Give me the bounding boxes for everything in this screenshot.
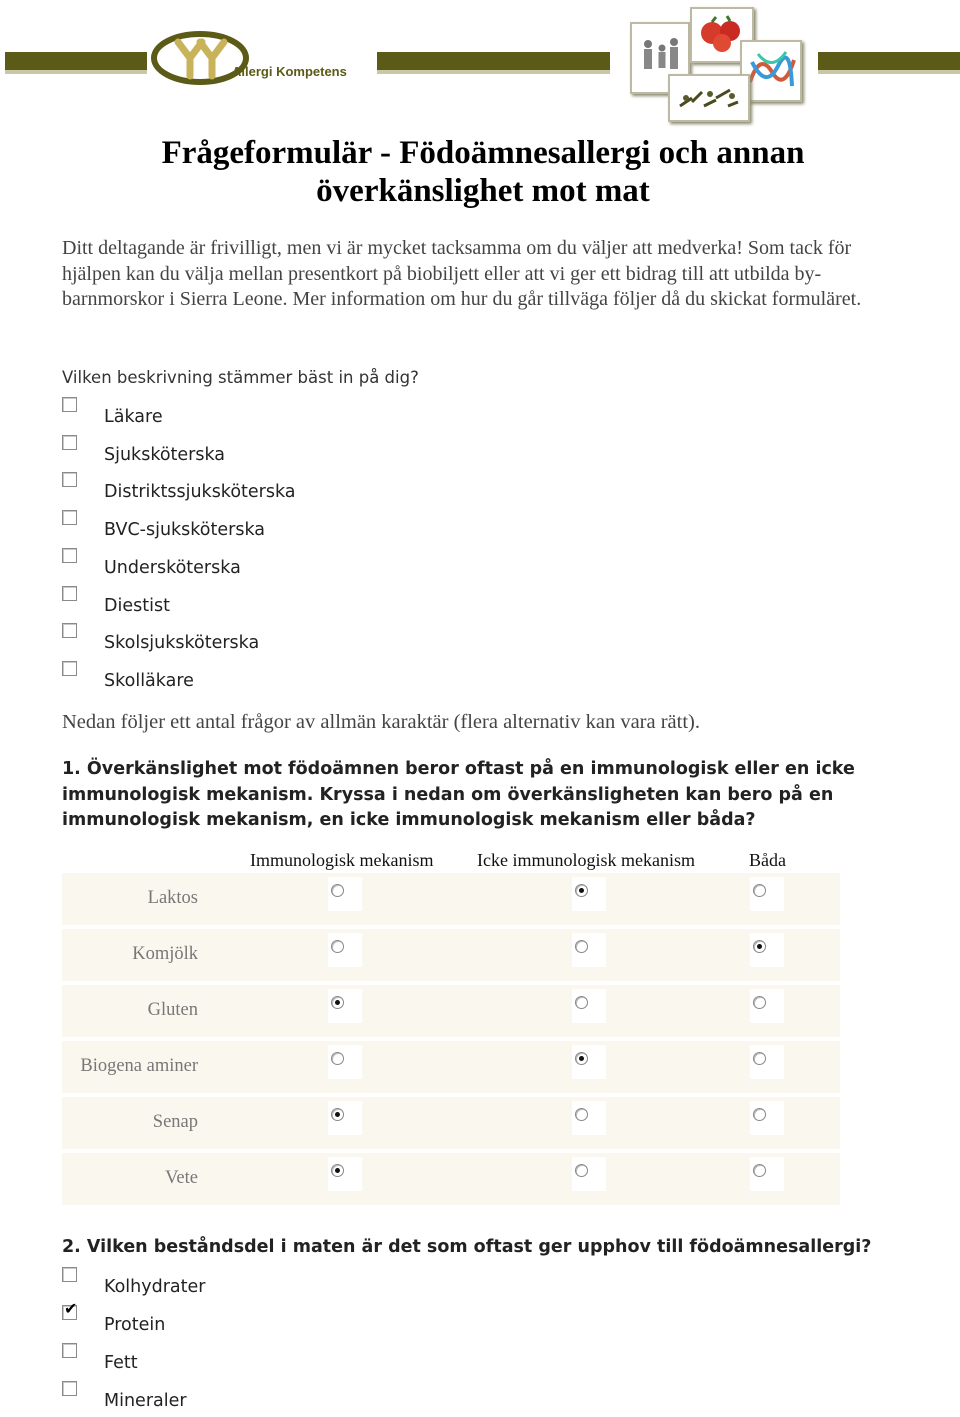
grain-photo (668, 74, 750, 122)
radio-cell (328, 1045, 362, 1079)
column-header-icke-immunologisk: Icke immunologisk mekanism (477, 850, 695, 870)
radio-cell (750, 1101, 784, 1135)
radio-button[interactable] (331, 940, 344, 953)
matrix-row-label: Gluten (147, 1000, 198, 1020)
option-label: Distriktssjuksköterska (104, 482, 296, 502)
matrix-row-label: Vete (165, 1168, 198, 1188)
logo-text: Allergi Kompetens (232, 64, 347, 79)
radio-button-selected[interactable] (331, 1164, 344, 1177)
radio-button-selected[interactable] (753, 940, 766, 953)
checkmark-icon: ✔ (64, 1299, 78, 1318)
option-label: Skolsjuksköterska (104, 633, 260, 653)
checkbox[interactable] (62, 1343, 77, 1358)
checkbox[interactable] (62, 472, 77, 487)
header-bar-right (818, 52, 960, 70)
radio-cell (572, 877, 606, 911)
radio-button[interactable] (753, 996, 766, 1009)
checkbox[interactable] (62, 623, 77, 638)
general-note: Nedan följer ett antal frågor av allmän karaktär (flera alternativ kan vara rätt). (62, 711, 701, 733)
protein-molecule-icon (742, 42, 800, 100)
profession-option-sjukskoterska[interactable] (62, 435, 562, 471)
header-bar-middle (377, 52, 610, 70)
option-label: Sjuksköterska (104, 445, 226, 465)
question-2-text: 2. Vilken beståndsdel i maten är det som oftast ger upphov till födoämnesallergi? (62, 1237, 872, 1257)
radio-cell (328, 1157, 362, 1191)
matrix-row-label: Biogena aminer (80, 1056, 198, 1076)
radio-cell (750, 877, 784, 911)
option-label: Protein (104, 1315, 166, 1335)
checkbox-checked[interactable] (62, 1299, 78, 1320)
radio-button-selected[interactable] (575, 884, 588, 897)
profession-option-diestist[interactable] (62, 586, 562, 622)
option-label: Läkare (104, 407, 163, 427)
radio-button[interactable] (753, 1052, 766, 1065)
checkbox[interactable] (62, 1267, 77, 1282)
option-label: Fett (104, 1353, 138, 1373)
matrix-row (62, 1153, 840, 1209)
radio-cell (328, 877, 362, 911)
page-title (0, 134, 960, 210)
q2-option-mineraler[interactable] (62, 1381, 562, 1417)
checkbox[interactable] (62, 586, 77, 601)
matrix-row (62, 1097, 840, 1153)
profession-option-lakare[interactable] (62, 397, 562, 433)
radio-button[interactable] (331, 884, 344, 897)
radio-cell (328, 989, 362, 1023)
option-label: BVC-sjuksköterska (104, 520, 266, 540)
allergi-kompetens-logo (150, 28, 378, 94)
matrix-row (62, 1041, 840, 1097)
matrix-row (62, 873, 840, 929)
checkbox[interactable] (62, 510, 77, 525)
logo-emblem-icon (150, 28, 378, 94)
profession-option-distriktssjukskoterska[interactable] (62, 472, 562, 508)
radio-button[interactable] (753, 1108, 766, 1121)
q2-option-fett[interactable] (62, 1343, 562, 1379)
radio-cell (572, 1157, 606, 1191)
page-title-line-2: överkänslighet mot mat (316, 173, 650, 209)
matrix-row (62, 929, 840, 985)
matrix-row-label: Senap (152, 1112, 198, 1132)
radio-cell (750, 1157, 784, 1191)
radio-button[interactable] (575, 1108, 588, 1121)
radio-cell (328, 933, 362, 967)
intro-text: Ditt deltagande är frivilligt, men vi är mycket tacksamma om du väljer att medverka! Som tack för hjälpen kan du välja mellan presentkort på biobiljett eller att vi ger ett bidrag till att utbilda by-barnmorskor i Sierra Leone. Mer information om hur du går tillväga följer då du skickat formuläret. (62, 237, 862, 310)
option-label: Skolläkare (104, 671, 194, 691)
radio-cell (750, 989, 784, 1023)
radio-cell (572, 1101, 606, 1135)
header-bar-left (5, 52, 147, 70)
radio-button-selected[interactable] (331, 1108, 344, 1121)
profession-option-bvc-sjukskoterska[interactable] (62, 510, 562, 546)
radio-button-selected[interactable] (575, 1052, 588, 1065)
q2-option-kolhydrater[interactable] (62, 1267, 562, 1303)
question-1-text: 1. Överkänslighet mot födoämnen beror oftast på en immunologisk eller en icke immunologisk mekanism. Kryssa i nedan om överkänsligheten kan bero på en immunologisk mekanism, en icke immunologisk mekanism eller båda? (62, 759, 855, 830)
column-header-immunologisk: Immunologisk mekanism (250, 850, 434, 870)
matrix-row (62, 985, 840, 1041)
radio-button[interactable] (575, 996, 588, 1009)
matrix-row-label: Laktos (147, 888, 198, 908)
option-label: Undersköterska (104, 558, 241, 578)
option-label: Mineraler (104, 1391, 187, 1411)
matrix-row-label: Komjölk (132, 944, 198, 964)
checkbox[interactable] (62, 548, 77, 563)
radio-button[interactable] (753, 1164, 766, 1177)
radio-cell (328, 1101, 362, 1135)
grain-icon (670, 76, 748, 120)
profession-option-skollakare[interactable] (62, 661, 562, 697)
radio-button[interactable] (753, 884, 766, 897)
radio-cell (572, 1045, 606, 1079)
checkbox[interactable] (62, 1381, 77, 1396)
radio-cell (750, 933, 784, 967)
q2-option-protein[interactable] (62, 1299, 562, 1341)
radio-button-selected[interactable] (331, 996, 344, 1009)
radio-button[interactable] (331, 1052, 344, 1065)
radio-button[interactable] (575, 940, 588, 953)
option-label: Kolhydrater (104, 1277, 206, 1297)
radio-button[interactable] (575, 1164, 588, 1177)
option-label: Diestist (104, 596, 170, 616)
profession-option-underskoterska[interactable] (62, 548, 562, 584)
radio-cell (572, 989, 606, 1023)
checkbox[interactable] (62, 435, 77, 450)
profession-question: Vilken beskrivning stämmer bäst in på dig? (62, 368, 419, 387)
column-header-bada: Båda (749, 850, 786, 870)
page-title-line-1: Frågeformulär - Födoämnesallergi och annan (161, 135, 805, 171)
profession-option-skolsjukskoterska[interactable] (62, 623, 562, 659)
checkbox[interactable] (62, 661, 77, 676)
checkbox[interactable] (62, 397, 77, 412)
radio-cell (750, 1045, 784, 1079)
radio-cell (572, 933, 606, 967)
